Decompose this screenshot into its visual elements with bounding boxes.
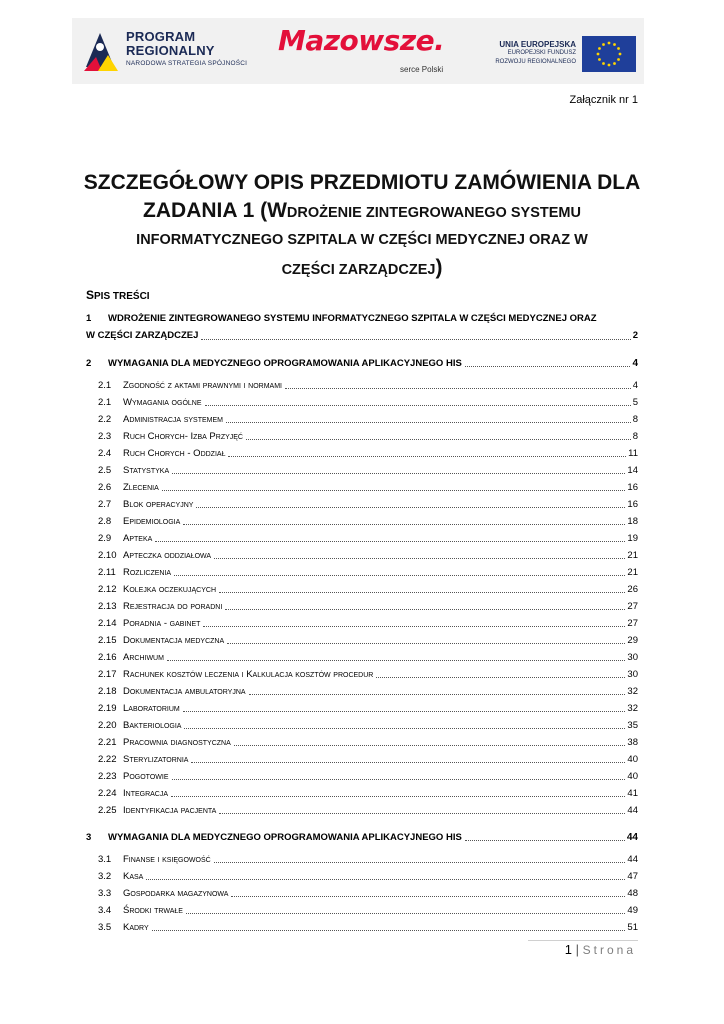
toc-entry-number: 2.20 bbox=[98, 720, 117, 731]
toc-entry[interactable] bbox=[86, 716, 638, 732]
toc-entry-number: 2.14 bbox=[98, 618, 117, 629]
toc-entry-page: 14 bbox=[627, 465, 638, 476]
document-title bbox=[72, 168, 652, 284]
toc-entry-title: Kadry bbox=[123, 922, 149, 933]
toc-entry-page: 4 bbox=[632, 358, 638, 369]
toc-entry[interactable] bbox=[86, 478, 638, 494]
toc-dot-leader bbox=[227, 643, 625, 644]
toc-entry-number: 2.5 bbox=[98, 465, 112, 476]
toc-entry-number: 2.21 bbox=[98, 737, 117, 748]
eu-star-icon bbox=[617, 58, 620, 61]
toc-entry-page: 32 bbox=[627, 686, 638, 697]
toc-dot-leader bbox=[146, 879, 625, 880]
page-footer bbox=[565, 942, 636, 957]
toc-entry[interactable] bbox=[86, 682, 638, 698]
toc-entry[interactable] bbox=[86, 393, 638, 409]
toc-entry-page: 30 bbox=[627, 652, 638, 663]
toc-entry-title: Zgodność z aktami prawnymi i normami bbox=[123, 380, 282, 391]
title-line1: SZCZEGÓŁOWY OPIS PRZEDMIOTU ZAMÓWIENIA DLA bbox=[83, 171, 641, 194]
toc-entry-page: 26 bbox=[627, 584, 638, 595]
toc-entry[interactable] bbox=[86, 597, 638, 613]
toc-entry[interactable] bbox=[86, 784, 638, 800]
toc-entry-number: 2.19 bbox=[98, 703, 117, 714]
toc-entry-title: Rozliczenia bbox=[123, 567, 172, 578]
toc-dot-leader bbox=[246, 439, 631, 440]
toc-entry-number: 2.8 bbox=[98, 516, 112, 527]
toc-dot-leader bbox=[225, 609, 625, 610]
toc-entry-title: Apteka bbox=[123, 533, 153, 544]
toc-entry[interactable] bbox=[86, 495, 638, 511]
toc-entry[interactable] bbox=[86, 918, 638, 934]
toc-entry-number: 3.3 bbox=[98, 888, 112, 899]
toc-entry-title: Laboratorium bbox=[123, 703, 180, 714]
ue-text bbox=[472, 40, 576, 67]
program-regionalny-logo-icon bbox=[80, 27, 120, 75]
header-logo-bar bbox=[72, 18, 644, 84]
toc-entry[interactable] bbox=[86, 648, 638, 664]
toc-entry-page: 5 bbox=[632, 397, 638, 408]
title-line2-rest: DROŻENIE ZINTEGROWANEGO SYSTEMU bbox=[286, 205, 581, 221]
toc-dot-leader bbox=[174, 575, 625, 576]
title-line2 bbox=[72, 197, 652, 227]
toc-entry-number: 2.2 bbox=[98, 414, 112, 425]
eu-star-icon bbox=[619, 53, 622, 56]
toc-entry[interactable] bbox=[86, 867, 638, 883]
toc-entry[interactable] bbox=[86, 767, 638, 783]
toc-dot-leader bbox=[214, 862, 626, 863]
title-line4 bbox=[72, 254, 652, 284]
toc-dot-leader bbox=[196, 507, 625, 508]
footer-label: Strona bbox=[582, 943, 636, 957]
toc-dot-leader bbox=[205, 405, 631, 406]
toc-entry[interactable] bbox=[86, 461, 638, 477]
toc-entry-title: WYMAGANIA DLA MEDYCZNEGO OPROGRAMOWANIA APLIKACYJNEGO HIS bbox=[108, 832, 462, 843]
toc-entry-page: 27 bbox=[627, 601, 638, 612]
eu-star-icon bbox=[608, 42, 611, 45]
title-line3: INFORMATYCZNEGO SZPITALA W CZĘŚCI MEDYCZNEJ ORAZ W bbox=[136, 232, 588, 248]
toc-entry-number: 2.9 bbox=[98, 533, 112, 544]
footer-page-number: 1 bbox=[564, 942, 572, 957]
toc-dot-leader bbox=[201, 339, 630, 340]
toc-entry-title: Wymagania ogólne bbox=[123, 397, 202, 408]
toc-entry-number: 2.16 bbox=[98, 652, 117, 663]
toc-entry-title: Gospodarka magazynowa bbox=[123, 888, 229, 899]
program-regionalny-text bbox=[126, 30, 247, 67]
toc-entry-title: Ruch Chorych- Izba Przyjęć bbox=[123, 431, 243, 442]
toc-entry-page: 32 bbox=[627, 703, 638, 714]
toc-dot-leader bbox=[249, 694, 626, 695]
toc-entry-title: Bakteriologia bbox=[123, 720, 182, 731]
mazowsze-subtitle: serce Polski bbox=[400, 65, 444, 74]
toc-entry[interactable] bbox=[86, 750, 638, 766]
toc-dot-leader bbox=[172, 473, 625, 474]
eu-star-icon bbox=[602, 43, 605, 46]
toc-entry-number: 2.7 bbox=[98, 499, 112, 510]
toc-dot-leader bbox=[228, 456, 626, 457]
toc-entry[interactable] bbox=[86, 884, 638, 900]
toc-dot-leader bbox=[183, 524, 625, 525]
toc-entry[interactable] bbox=[86, 614, 638, 630]
eu-star-icon bbox=[598, 58, 601, 61]
toc-entry-number: 2.6 bbox=[98, 482, 112, 493]
eu-star-icon bbox=[613, 43, 616, 46]
toc-entry-number: 3 bbox=[86, 832, 92, 843]
toc-dot-leader bbox=[226, 422, 631, 423]
toc-entry-number: 3.4 bbox=[98, 905, 112, 916]
toc-dot-leader bbox=[162, 490, 626, 491]
toc-entry-title: Środki trwałe bbox=[123, 905, 183, 916]
toc-heading-big: S bbox=[86, 288, 95, 302]
toc-entry-number: 3.2 bbox=[98, 871, 112, 882]
toc-entry[interactable] bbox=[86, 529, 638, 545]
toc-entry-page: 48 bbox=[627, 888, 638, 899]
toc-entry-title: Dokumentacja medyczna bbox=[123, 635, 225, 646]
toc-dot-leader bbox=[465, 366, 631, 367]
toc-entry-title: Epidemiologia bbox=[123, 516, 181, 527]
toc-entry-number: 2.23 bbox=[98, 771, 117, 782]
toc-entry-title: Sterylizatornia bbox=[123, 754, 189, 765]
toc-heading bbox=[86, 288, 150, 302]
toc-entry-title: Identyfikacja pacjenta bbox=[123, 805, 217, 816]
toc-entry-page: 40 bbox=[627, 754, 638, 765]
toc-dot-leader bbox=[186, 913, 625, 914]
toc-entry-page: 44 bbox=[626, 832, 638, 843]
program-line3: NARODOWA STRATEGIA SPÓJNOŚCI bbox=[126, 60, 248, 67]
toc-entry-page: 11 bbox=[628, 448, 638, 459]
toc-entry-number: 2.13 bbox=[98, 601, 117, 612]
toc-dot-leader bbox=[376, 677, 625, 678]
toc-entry-number: 3.1 bbox=[98, 854, 112, 865]
footer-separator: | bbox=[575, 942, 580, 957]
mazowsze-logo: Mazowsze. bbox=[278, 24, 445, 57]
eu-flag-icon bbox=[582, 36, 636, 72]
toc-entry-number: 2.22 bbox=[98, 754, 117, 765]
toc-entry-page: 51 bbox=[627, 922, 638, 933]
toc-entry-title: Ruch Chorych - Oddział bbox=[123, 448, 226, 459]
toc-entry-title: Rejestracja do poradni bbox=[123, 601, 223, 612]
toc-entry[interactable] bbox=[86, 665, 638, 681]
title-line4-text: CZĘŚCI ZARZĄDCZEJ bbox=[281, 262, 436, 278]
ue-line2: EUROPEJSKI FUNDUSZ bbox=[507, 50, 576, 56]
toc-entry[interactable] bbox=[86, 512, 638, 528]
toc-entry-1-num: 1 bbox=[86, 313, 92, 324]
toc-entry[interactable] bbox=[86, 376, 638, 392]
toc-dot-leader bbox=[231, 896, 625, 897]
toc-entry-page: 44 bbox=[627, 854, 638, 865]
toc-entry-title: Apteczka oddziałowa bbox=[123, 550, 212, 561]
toc-entry-page: 38 bbox=[627, 737, 638, 748]
toc-dot-leader bbox=[234, 745, 626, 746]
toc-entry-page: 8 bbox=[632, 414, 638, 425]
toc-entry[interactable] bbox=[86, 354, 638, 370]
toc-dot-leader bbox=[172, 779, 626, 780]
toc-entry-number: 2.17 bbox=[98, 669, 117, 680]
ue-line3: ROZWOJU REGIONALNEGO bbox=[495, 59, 576, 65]
toc-entry-number: 2.10 bbox=[98, 550, 117, 561]
toc-entry-title: Blok operacyjny bbox=[123, 499, 194, 510]
toc-entry[interactable] bbox=[86, 444, 638, 460]
toc-entry-number: 2.1 bbox=[98, 397, 112, 408]
toc-entry-number: 2.25 bbox=[98, 805, 117, 816]
toc-entry-number: 2.24 bbox=[98, 788, 117, 799]
toc-dot-leader bbox=[465, 840, 625, 841]
toc-entry[interactable] bbox=[86, 546, 638, 562]
toc-entry-page: 40 bbox=[627, 771, 638, 782]
eu-star-icon bbox=[617, 47, 620, 50]
title-line4-paren: ) bbox=[435, 256, 443, 279]
toc-entry-number: 2.18 bbox=[98, 686, 117, 697]
toc-dot-leader bbox=[171, 796, 625, 797]
toc-dot-leader bbox=[203, 626, 625, 627]
toc-entry-title: Finanse i księgowość bbox=[123, 854, 211, 865]
toc-dot-leader bbox=[183, 711, 626, 712]
toc-dot-leader bbox=[219, 813, 625, 814]
toc-entry-page: 35 bbox=[627, 720, 638, 731]
annex-label: Załącznik nr 1 bbox=[569, 94, 638, 106]
eu-star-icon bbox=[613, 62, 616, 65]
toc-entry-number: 2.15 bbox=[98, 635, 117, 646]
toc-entry-page: 8 bbox=[632, 431, 638, 442]
toc-entry-title: Pogotowie bbox=[123, 771, 169, 782]
toc-dot-leader bbox=[285, 388, 631, 389]
toc-dot-leader bbox=[219, 592, 625, 593]
toc-dot-leader bbox=[191, 762, 625, 763]
toc-entry[interactable] bbox=[86, 580, 638, 596]
toc-entry-1-line1: WDROŻENIE ZINTEGROWANEGO SYSTEMU INFORMATYCZNEGO SZPITALA W CZĘŚCI MEDYCZNEJ ORAZ bbox=[108, 313, 597, 324]
toc-entry-page: 16 bbox=[627, 499, 638, 510]
toc-entry-page: 4 bbox=[632, 380, 638, 391]
toc-entry[interactable] bbox=[86, 901, 638, 917]
toc-entry-title: Archiwum bbox=[123, 652, 164, 663]
eu-star-icon bbox=[597, 53, 600, 56]
toc-entry-title: Dokumentacja ambulatoryjna bbox=[123, 686, 246, 697]
toc-entry[interactable] bbox=[86, 427, 638, 443]
toc-entry[interactable] bbox=[86, 410, 638, 426]
toc-entry[interactable] bbox=[86, 733, 638, 749]
toc-entry-page: 44 bbox=[627, 805, 638, 816]
toc-entry[interactable] bbox=[86, 801, 638, 817]
toc-heading-rest: PIS TREŚCI bbox=[94, 291, 150, 302]
toc-entry-number: 2.4 bbox=[98, 448, 112, 459]
toc-entry-number: 3.5 bbox=[98, 922, 112, 933]
toc-entry[interactable] bbox=[86, 699, 638, 715]
toc-entry-page: 21 bbox=[627, 567, 638, 578]
toc-entry-page: 19 bbox=[627, 533, 638, 544]
toc-dot-leader bbox=[167, 660, 625, 661]
toc-entry-title: WYMAGANIA DLA MEDYCZNEGO OPROGRAMOWANIA APLIKACYJNEGO HIS bbox=[108, 358, 462, 369]
toc-entry-page: 21 bbox=[627, 550, 638, 561]
toc-entry-number: 2.1 bbox=[98, 380, 112, 391]
title-line2-big: ZADANIA 1 (W bbox=[143, 199, 287, 222]
eu-star-icon bbox=[598, 47, 601, 50]
toc-entry-1-page: 2 bbox=[632, 330, 638, 341]
toc-dot-leader bbox=[184, 728, 625, 729]
eu-star-icon bbox=[602, 62, 605, 65]
toc-entry-page: 47 bbox=[627, 871, 638, 882]
toc-entry-title: Kolejka oczekujących bbox=[123, 584, 216, 595]
toc-entry-page: 16 bbox=[627, 482, 638, 493]
toc-entry[interactable] bbox=[86, 828, 638, 844]
toc-entry-page: 49 bbox=[627, 905, 638, 916]
toc-entry-page: 29 bbox=[627, 635, 638, 646]
toc-entry-page: 30 bbox=[627, 669, 638, 680]
toc-entry-title: Kasa bbox=[123, 871, 144, 882]
toc-entry-title: Poradnia - gabinet bbox=[123, 618, 201, 629]
program-line1: PROGRAM bbox=[126, 29, 196, 44]
toc-entry-1[interactable] bbox=[86, 310, 638, 344]
toc-entry-1-line2: W CZĘŚCI ZARZĄDCZEJ bbox=[86, 330, 199, 341]
toc-entry-title: Administracja systemem bbox=[123, 414, 223, 425]
toc-entry-title: Rachunek kosztów leczenia i Kalkulacja kosztów procedur bbox=[123, 669, 374, 680]
eu-star-icon bbox=[608, 64, 611, 67]
toc-entry-number: 2 bbox=[86, 358, 92, 369]
toc-entry-page: 41 bbox=[627, 788, 638, 799]
toc-dot-leader bbox=[155, 541, 625, 542]
ue-line1: UNIA EUROPEJSKA bbox=[499, 40, 576, 49]
toc-entry[interactable] bbox=[86, 631, 638, 647]
toc-entry-number: 2.11 bbox=[98, 567, 116, 578]
toc-dot-leader bbox=[214, 558, 625, 559]
program-line2: REGIONALNY bbox=[126, 43, 215, 58]
toc-entry-number: 2.12 bbox=[98, 584, 117, 595]
toc-entry-page: 27 bbox=[627, 618, 638, 629]
toc-entry-title: Statystyka bbox=[123, 465, 170, 476]
footer-divider bbox=[528, 940, 638, 941]
toc-dot-leader bbox=[152, 930, 626, 931]
toc-entry[interactable] bbox=[86, 850, 638, 866]
toc-entry-title: Integracja bbox=[123, 788, 169, 799]
toc-entry[interactable] bbox=[86, 563, 638, 579]
toc-entry-title: Zlecenia bbox=[123, 482, 159, 493]
toc-entry-number: 2.3 bbox=[98, 431, 112, 442]
toc-entry-title: Pracownia diagnostyczna bbox=[123, 737, 231, 748]
toc-entry-page: 18 bbox=[627, 516, 638, 527]
